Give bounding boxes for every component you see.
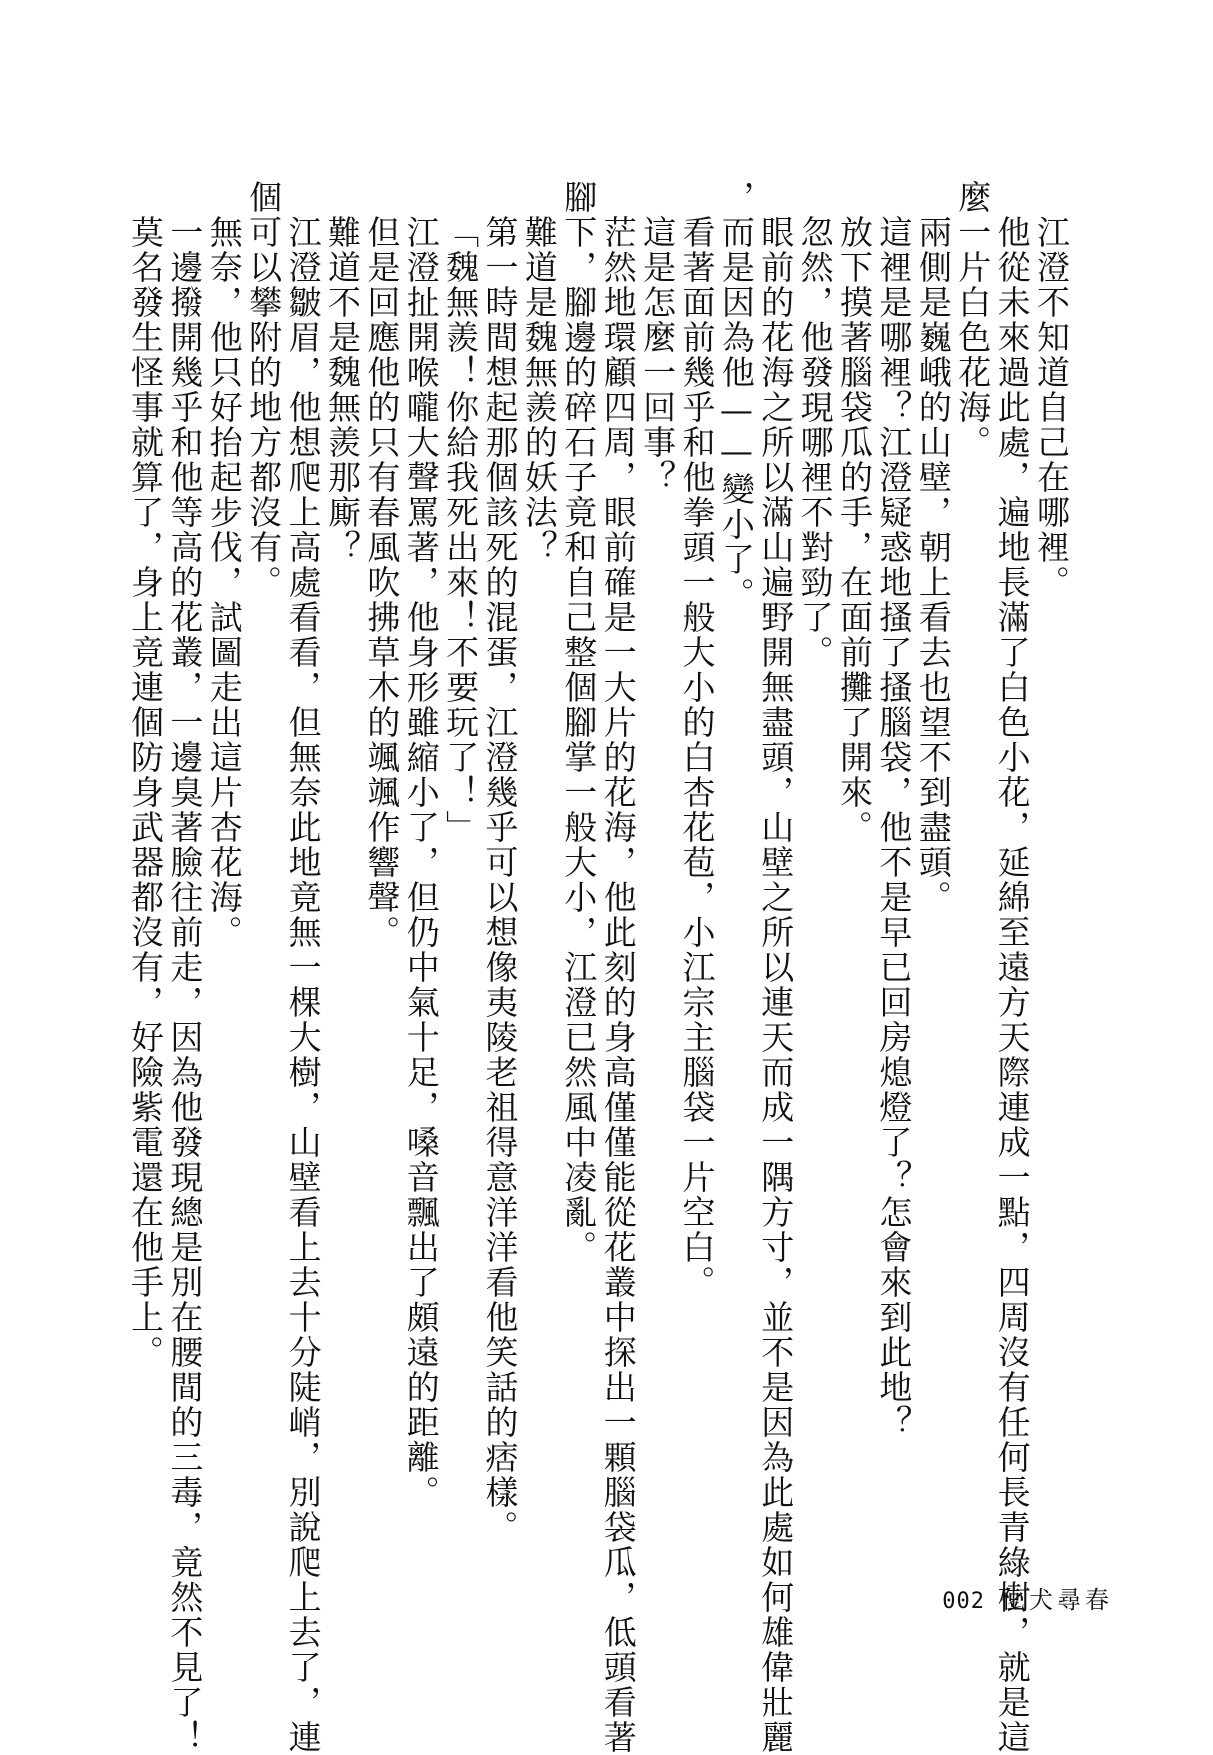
text-column: 他從未來過此處，遍地長滿了白色小花，延綿至遠方天際連成一點，四周沒有任何長青綠樹，就是這: [992, 215, 1032, 1755]
text-column: 第一時間想起那個該死的混蛋，江澄幾乎可以想像夷陵老祖得意洋洋看他笑話的痞樣。: [480, 215, 520, 1545]
text-column: 難道不是魏無羨那廝？: [322, 215, 362, 565]
text-column: 忽然，他發現哪裡不對勁了。: [795, 215, 835, 670]
text-column: 這是怎麼一回事？: [638, 215, 678, 495]
text-column: 江澄皺眉，他想爬上高處看看，但無奈此地竟無一棵大樹，山壁看上去十分陡峭，別說爬上去了，連: [283, 215, 323, 1755]
text-column: 看著面前幾乎和他拳頭一般大小的白杏花苞，小江宗主腦袋一片空白。: [677, 215, 717, 1300]
text-column: 但是回應他的只有春風吹拂草木的颯颯作響聲。: [362, 215, 402, 950]
page-number: 002: [942, 1589, 985, 1614]
text-column: 個可以攀附的地方都沒有。: [244, 180, 284, 600]
text-column: 茫然地環顧四周，眼前確是一大片的花海，他此刻的身高僅僅能從花叢中探出一顆腦袋瓜，低頭看著: [598, 215, 638, 1755]
text-column: 難道是魏無羨的妖法？: [519, 215, 559, 565]
text-column: 放下摸著腦袋瓜的手，在面前攤了開來。: [835, 215, 875, 845]
text-column: ，而是因為他——變小了。: [716, 180, 756, 612]
text-column: 江澄不知道自己在哪裡。: [1031, 215, 1071, 600]
text-column: 一邊撥開幾乎和他等高的花叢，一邊臭著臉往前走，因為他發現總是別在腰間的三毒，竟然不見了！: [165, 215, 205, 1755]
book-title: 化犬尋春: [1001, 1586, 1113, 1614]
text-column: 這裡是哪裡？江澄疑惑地搔了搔腦袋，他不是早已回房熄燈了？怎會來到此地？: [874, 215, 914, 1440]
text-column: 腳下，腳邊的碎石子竟和自己整個腳掌一般大小，江澄已然風中凌亂。: [559, 180, 599, 1265]
text-column: 麼一片白色花海。: [953, 180, 993, 460]
text-column: 「魏無羨！你給我死出來！不要玩了！」: [441, 215, 481, 845]
text-column: 無奈，他只好抬起步伐，試圖走出這片杏花海。: [204, 215, 244, 950]
text-column: 眼前的花海之所以滿山遍野開無盡頭，山壁之所以連天而成一隅方寸，並不是因為此處如何雄偉壯麗: [756, 215, 796, 1755]
text-column: 兩側是巍峨的山壁，朝上看去也望不到盡頭。: [913, 215, 953, 915]
text-column: 江澄扯開喉嚨大聲罵著，他身形雖縮小了，但仍中氣十足，嗓音飄出了頗遠的距離。: [401, 215, 441, 1510]
text-column: 莫名發生怪事就算了，身上竟連個防身武器都沒有，好險紫電還在他手上。: [126, 215, 165, 1370]
page-footer: [942, 1580, 1113, 1615]
